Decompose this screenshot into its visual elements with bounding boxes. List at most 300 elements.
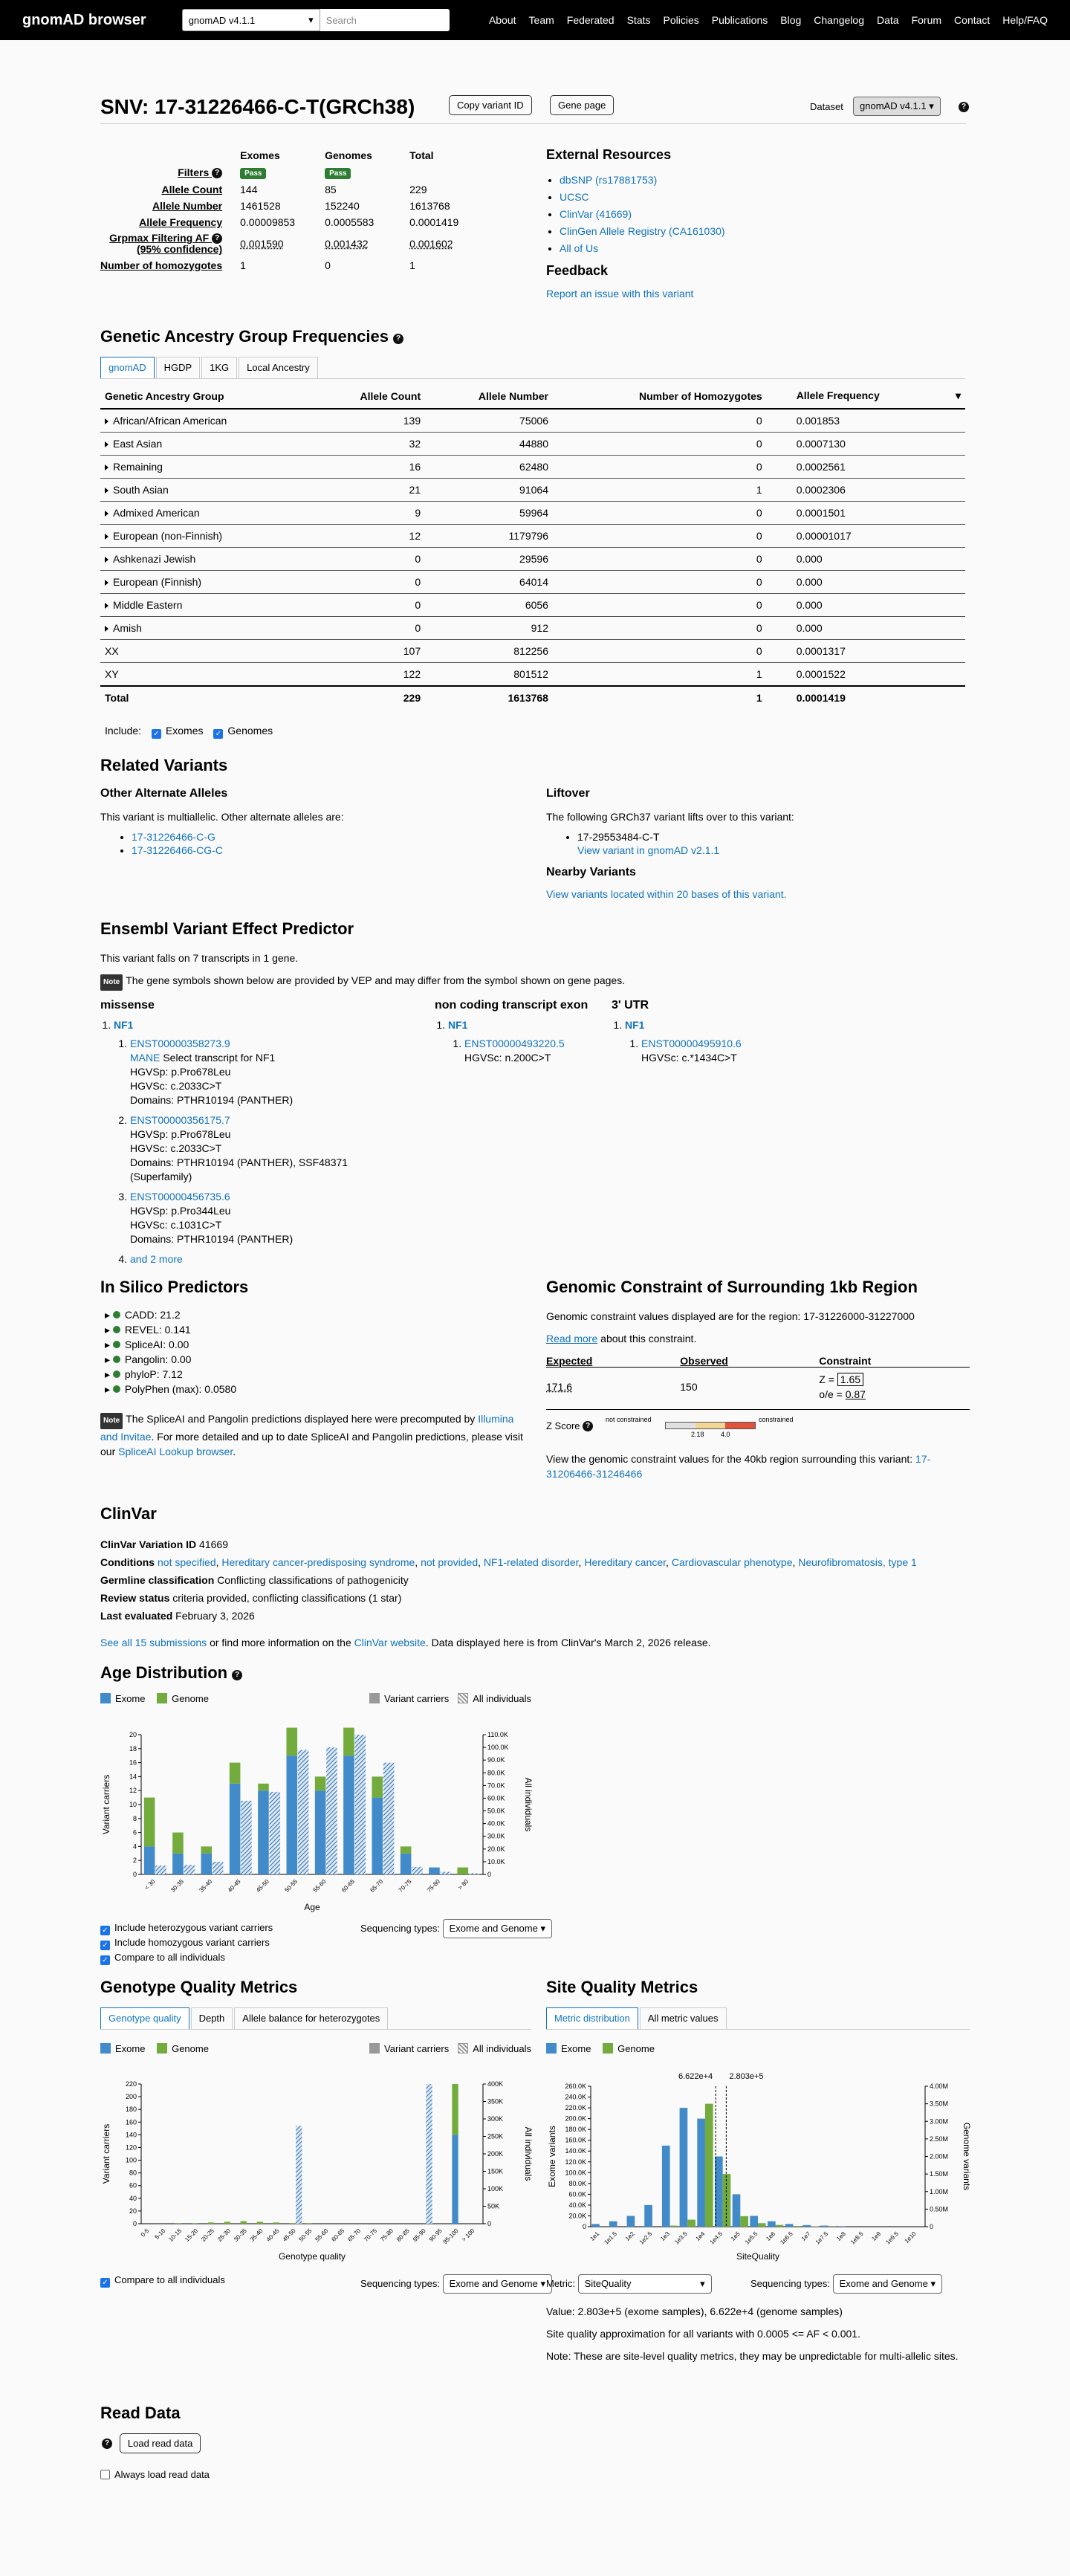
hgvsp: HGVSp: p.Pro344Leu [130,1205,231,1217]
y2-tick-label: 0 [487,2220,492,2227]
exome-swatch [100,2043,111,2054]
cell[interactable]: 0.001432 [325,238,369,250]
y-tick-label: 60 [129,2181,137,2190]
y-tick-label: 220 [125,2080,137,2088]
table-cell [312,594,425,617]
nav-publications[interactable]: Publications [711,14,768,26]
dataset-dropdown[interactable]: gnomAD v4.1.1 ▾ [853,97,941,116]
col-header[interactable]: Allele Count [312,384,425,409]
col-total: Total [409,149,434,161]
y-tick-label: 12 [129,1787,137,1795]
constrained-label: constrained [759,1416,794,1423]
cell-text: 0 [415,553,421,565]
col-header[interactable]: Genetic Ancestry Group [100,384,312,409]
cell-text: 0 [415,599,421,611]
genome-bar [258,1784,269,1790]
all-individuals-bar [184,1865,195,1874]
clinvar-website-link[interactable]: ClinVar website [354,1637,426,1648]
col-header[interactable] [767,384,965,409]
x-tick-label: 1e2.5 [638,2230,654,2246]
col-header: Constraint [819,1355,872,1367]
tab-hgdp[interactable]: HGDP [156,357,201,378]
y2-tick-label: 4.00M [930,2083,949,2090]
genome-bar [144,1798,155,1847]
cell-text: 912 [531,622,548,634]
expand-icon[interactable] [105,534,108,540]
x-tick-label: 40-45 [265,2227,281,2243]
help-icon[interactable]: ? [232,1670,242,1680]
age-chart [100,1720,534,1913]
clinvar-release: . Data displayed here is from ClinVar's March 2, 2026 release. [425,1637,711,1648]
table-cell [425,479,553,502]
sq-legend [546,2043,655,2054]
gene-link[interactable]: NF1 [448,1019,468,1031]
expand-icon[interactable] [105,626,108,632]
exome-bar [429,1868,440,1874]
allele-link[interactable]: 17-31226466-C-G [132,831,215,843]
all-individuals-bar [298,1750,309,1874]
transcript-link[interactable]: ENST00000493220.5 [464,1038,565,1049]
x-tick-label: 1e10 [903,2230,918,2245]
cell-text: Middle Eastern [113,599,183,611]
y2-tick-label: 1.50M [930,2170,949,2178]
cell-text: European (Finnish) [113,576,202,588]
table-cell [767,525,965,548]
y-tick-label: 40 [129,2194,137,2202]
condition-link[interactable]: not specified [158,1556,216,1568]
y2-tick-label: 60.0K [487,1794,505,1802]
nav-changelog[interactable]: Changelog [814,14,865,26]
dbsnp-link[interactable]: dbSNP (rs17881753) [560,174,658,186]
brand-logo[interactable]: gnomAD browser [22,11,146,28]
exome-bar [287,1755,298,1874]
table-cell [767,479,965,502]
include-hom-label: Include homozygous variant carriers [114,1937,270,1948]
table-cell [100,409,312,433]
cell-text: Ashkenazi Jewish [113,553,196,565]
condition-link[interactable]: Hereditary cancer [584,1556,667,1568]
cell-text: 0 [756,507,762,519]
y-tick-label: 2 [132,1857,137,1865]
ucsc-link[interactable]: UCSC [560,191,589,203]
total-row [100,686,965,709]
genome-bar [175,2223,181,2224]
x-tick-label: 15-20 [184,2227,200,2243]
predictor-item: ▸ REVEL: 0.141 [105,1324,191,1336]
transcript-link[interactable]: ENST00000358273.9 [130,1038,230,1049]
marker-label: 2.803e+5 [729,2072,764,2081]
cell-text: 0 [756,622,762,634]
x-tick-label: 65-70 [346,2227,363,2243]
cell-text: 16 [409,461,421,473]
top-bar [0,0,1070,40]
summary-table [100,147,494,274]
x-tick-label: 50-55 [297,2227,314,2243]
y-tick-label: 80 [129,2169,137,2177]
view-v2-link[interactable]: View variant in gnomAD v2.1.1 [577,844,720,856]
tab-genotype-quality[interactable]: Genotype quality [100,2007,189,2029]
dataset-select[interactable] [182,9,320,31]
see-all-submissions-link[interactable]: See all 15 submissions [100,1637,207,1648]
cell-text: 1613768 [508,692,548,704]
gq-chart [100,2069,534,2262]
row-label: Allele Count [161,184,223,195]
tab-all-metric-values[interactable]: All metric values [640,2007,727,2029]
y-tick-label: 180 [125,2106,137,2114]
cell-text: 1 [756,692,762,704]
load-read-data-button[interactable]: Load read data [120,2433,201,2453]
cell-text: 0 [756,576,762,588]
sq-chart [546,2065,970,2262]
metric-label: Metric: [546,2278,575,2289]
expand-icon[interactable] [105,418,108,424]
all-individuals-bar [296,2126,302,2224]
col-header: Expected [546,1355,593,1367]
z-threshold-2: 4.0 [721,1431,730,1438]
cell-text: 62480 [519,461,548,473]
condition-link[interactable]: Neurofibromatosis, type 1 [798,1556,917,1568]
y2-tick-label: 0 [487,1871,492,1878]
cell-text: 0 [756,415,762,427]
y2-axis-label: All individuals [523,2126,534,2181]
table-row [100,409,965,433]
x-tick-label: 1e1 [588,2230,601,2242]
clinvar-link[interactable]: ClinVar (41669) [560,208,632,220]
x-tick-label: 1e3 [659,2230,671,2242]
y2-tick-label: 40.0K [487,1819,505,1828]
status-dot [113,1326,120,1333]
y-tick-label: 14 [129,1773,137,1781]
nav-about[interactable]: About [488,14,516,26]
nav-data[interactable]: Data [877,14,899,26]
cell-text: 0.0001501 [796,507,846,519]
cell[interactable]: 0.001590 [240,238,284,250]
x-tick-label: 75-80 [379,2227,395,2243]
gene-page-button[interactable]: Gene page [550,95,614,115]
y-tick-label: 6 [132,1828,137,1836]
x-tick-label: 1e9 [870,2230,883,2242]
transcript-link[interactable]: ENST00000356175.7 [130,1114,230,1126]
table-cell [767,571,965,594]
metric-select[interactable]: SiteQuality ▾ [578,2274,712,2294]
y2-tick-label: 20.0K [487,1845,505,1853]
y-tick-label: 60.0K [568,2190,586,2198]
table-cell [425,548,553,571]
status-dot [113,1311,120,1318]
tab-allele-balance[interactable]: Allele balance for heterozygotes [234,2007,388,2029]
predictor-text: phyloP: 7.12 [124,1368,183,1380]
x-tick-label: 1e2 [623,2230,636,2242]
condition-link[interactable]: Cardiovascular phenotype [671,1556,793,1568]
seq-select[interactable]: Exome and Genome ▾ [443,2274,552,2294]
compare-all-checkbox[interactable]: ✓ [100,2278,110,2288]
transcript-link[interactable]: ENST00000456735.6 [130,1191,230,1203]
always-load [100,2469,210,2480]
genomes-checkbox[interactable]: ✓ [213,729,223,739]
transcript-link[interactable]: ENST00000495910.6 [641,1038,742,1049]
more-transcripts-link[interactable]: and 2 more [130,1253,183,1265]
compare-all-checkbox[interactable]: ✓ [100,1955,110,1965]
predictor-text: SpliceAI: 0.00 [124,1339,189,1350]
cell[interactable]: 0.001602 [409,238,453,250]
x-tick-label: 55-60 [314,2227,330,2243]
genome-bar [740,2216,748,2227]
y-tick-label: 80.0K [568,2179,586,2187]
cell: 85 [325,184,337,195]
seq-select[interactable]: Exome and Genome ▾ [443,1919,552,1938]
cell-text: 1 [756,484,762,496]
table-cell [312,617,425,640]
cell-text: 0.0002306 [796,484,846,496]
x-tick-label: 40-45 [226,1878,242,1894]
expand-icon[interactable] [105,488,108,493]
genome-bar [305,2223,311,2224]
help-icon[interactable]: ? [212,233,222,244]
table-cell [312,525,425,548]
genome-bar [793,2226,801,2227]
all-individuals-bar [469,1873,480,1874]
table-cell [100,479,312,502]
help-icon[interactable]: ? [393,334,403,344]
help-icon[interactable]: ? [212,168,222,178]
expand-icon[interactable] [105,511,108,517]
exome-bar [401,1854,412,1874]
expand-icon[interactable] [105,465,108,470]
y-tick-label: 100.0K [565,2169,586,2177]
copy-variant-id-button[interactable]: Copy variant ID [449,95,532,115]
allofus-link[interactable]: All of Us [560,242,599,254]
genome-bar [201,1846,213,1853]
cell-text: 0.0001419 [796,692,846,704]
y-tick-label: 200.0K [565,2114,586,2123]
help-icon[interactable]: ? [102,2439,112,2449]
cell-text: 9 [415,507,421,519]
filters-label: Filters [178,166,210,178]
condition-link[interactable]: not provided [421,1556,479,1568]
read-more-link[interactable]: Read more [546,1333,598,1344]
x-tick-label: 90-95 [427,2227,444,2243]
nav-stats[interactable]: Stats [626,14,651,26]
genome-bar [452,2084,458,2135]
cell-text: 0.0002561 [796,461,846,473]
genome-bar [315,1776,326,1790]
table-cell [100,686,312,709]
cell-text: 32 [409,438,421,450]
genome-bar [192,2223,198,2224]
y-tick-label: 240.0K [565,2093,586,2101]
predictor-item: ▸ Pangolin: 0.00 [105,1353,192,1365]
exome-bar [750,2216,758,2227]
dataset-label: Dataset [810,101,843,112]
tab-1kg[interactable]: 1KG [201,357,237,378]
cell-text: 0.0001317 [796,645,846,657]
tab-local-ancestry[interactable]: Local Ancestry [239,357,318,378]
nav-policies[interactable]: Policies [663,14,699,26]
table-cell [425,571,553,594]
nav-contact[interactable]: Contact [954,14,990,26]
condition-link[interactable]: Hereditary cancer-predisposing syndrome [221,1556,415,1568]
y2-axis-label: All individuals [523,1777,534,1832]
x-tick-label: 1e5.5 [743,2230,759,2246]
cell-text: XY [105,668,119,680]
cell: 1 [240,259,246,271]
allele-link[interactable]: 17-31226466-CG-C [132,844,223,856]
nav-help[interactable]: Help/FAQ [1002,14,1048,26]
all-individuals-bar [355,1735,366,1874]
view40-link[interactable]: 17-31206466-31246466 [546,1453,931,1480]
z-label: Z = [819,1373,834,1385]
help-icon[interactable]: ? [959,102,969,112]
col-header: Observed [680,1355,728,1367]
cell-text: African/African American [113,415,227,427]
table-cell [553,571,767,594]
z-value: 1.65 [837,1373,863,1386]
table-cell [100,617,312,640]
x-tick-label: 1e6 [765,2230,777,2242]
gene-link[interactable]: NF1 [625,1019,645,1031]
genome-bar [257,2221,263,2224]
x-tick-label: 30-35 [232,2227,248,2243]
sq-value-text: Value: 2.803e+5 (exome samples), 6.622e+4 (genome samples) [546,2305,843,2317]
cell-text: Total [105,692,129,704]
search-input[interactable]: Search [320,9,450,31]
exome-bar [680,2108,688,2227]
title-divider [100,123,966,124]
exome-bar [258,1790,269,1874]
nav-blog[interactable]: Blog [780,14,802,26]
nearby-link[interactable]: View variants located within 20 bases of this variant. [546,888,787,900]
always-load-checkbox[interactable] [100,2470,110,2479]
tab-gnomad[interactable]: gnomAD [100,357,155,378]
nav-team[interactable]: Team [528,14,554,26]
nav-federated[interactable]: Federated [566,14,615,26]
legend-all: All individuals [473,2043,531,2054]
report-issue-link[interactable]: Report an issue with this variant [546,288,694,300]
seq-select-value: Exome and Genome [449,2278,538,2289]
cell: 0.0001419 [409,216,459,228]
last-evaluated-label: Last evaluated [100,1610,173,1622]
exome-bar [820,2226,829,2227]
cell-text: 1 [756,668,762,680]
cell-text: 21 [409,484,421,496]
table-cell [767,502,965,525]
cell: 0.00009853 [240,216,296,228]
legend-genome: Genome [617,2043,655,2054]
mane-link[interactable]: MANE [130,1052,160,1064]
tab-depth[interactable]: Depth [191,2007,233,2029]
table-cell [553,617,767,640]
cell-text: 59964 [519,507,548,519]
nearby-title: Nearby Variants [546,866,636,878]
table-cell [100,433,312,456]
all-individuals-bar [213,1862,224,1874]
exome-bar [838,2226,846,2227]
include-hom-checkbox[interactable]: ✓ [100,1941,110,1950]
nav-forum[interactable]: Forum [911,14,942,26]
gene-link[interactable]: NF1 [114,1019,134,1031]
x-tick-label: 85-90 [411,2227,427,2243]
genome-bar [241,2221,247,2224]
table-row [100,640,965,663]
table-cell [312,640,425,663]
cell-text: South Asian [113,484,169,496]
clingen-link[interactable]: ClinGen Allele Registry (CA161030) [560,225,725,237]
illumina-link[interactable]: Illumina and Invitae [100,1413,514,1443]
table-row [100,456,965,479]
note-text: . For more detailed and up to date SpliceAI and Pangolin predictions, please visit our [100,1431,523,1457]
table-cell [553,640,767,663]
table-cell [425,502,553,525]
table-cell [553,456,767,479]
zbar-seg [696,1423,725,1428]
y2-tick-label: 1.00M [930,2187,949,2195]
genome-bar [224,2221,230,2224]
y2-tick-label: 3.50M [930,2100,949,2108]
y2-tick-label: 30.0K [487,1832,505,1840]
expand-icon[interactable] [105,557,108,563]
spliceai-lookup-link[interactable]: SpliceAI Lookup browser [118,1446,233,1457]
y2-tick-label: 10.0K [487,1857,505,1865]
sq-seq-types [750,2274,942,2294]
other-alleles-text: This variant is multiallelic. Other alternate alleles are: [100,811,344,823]
cell-text: 75006 [519,415,548,427]
exome-bar [144,1846,155,1874]
gq-compare [100,2274,225,2288]
exome-bar [343,1755,354,1874]
y-tick-label: 40.0K [568,2201,586,2209]
col-header[interactable]: Number of Homozygotes [553,384,767,409]
expand-icon[interactable] [105,441,108,447]
cell-text: 0.0007130 [796,438,846,450]
review-label: Review status [100,1592,170,1604]
expand-icon[interactable] [105,580,108,586]
predictor-item: ▸ phyloP: 7.12 [105,1368,183,1380]
seq-select[interactable]: Exome and Genome ▾ [833,2274,942,2294]
all-swatch [458,2043,468,2054]
y2-tick-label: 250K [487,2132,504,2140]
table-cell [767,594,965,617]
expand-icon[interactable] [105,603,108,609]
genome-bar [289,2223,295,2224]
y-tick-label: 20 [129,2207,137,2215]
vep-title: Ensembl Variant Effect Predictor [100,919,354,938]
help-icon[interactable]: ? [583,1421,593,1431]
y-tick-label: 260.0K [565,2083,586,2090]
table-cell [312,548,425,571]
table-cell [100,502,312,525]
legend-genome: Genome [172,1693,209,1704]
cell-text: 0.000 [796,576,823,588]
table-cell [100,640,312,663]
status-dot [113,1385,120,1393]
expected-value: 171.6 [546,1381,573,1393]
table-cell [425,594,553,617]
exomes-checkbox[interactable]: ✓ [152,729,161,739]
col-header[interactable]: Allele Number [425,384,553,409]
y2-tick-label: 3.00M [930,2117,949,2126]
cell-text: Amish [113,622,142,634]
y-tick-label: 200 [125,2093,137,2101]
genome-swatch [157,2043,167,2054]
tab-metric-distribution[interactable]: Metric distribution [546,2007,638,2029]
condition-link[interactable]: NF1-related disorder [483,1556,579,1568]
carriers-swatch [369,1693,380,1703]
cell-text: 139 [403,415,421,427]
table-row [100,525,965,548]
exome-bar [644,2205,652,2227]
include-het-checkbox[interactable]: ✓ [100,1926,110,1935]
predictor-item: ▸ PolyPhen (max): 0.0580 [105,1383,237,1395]
